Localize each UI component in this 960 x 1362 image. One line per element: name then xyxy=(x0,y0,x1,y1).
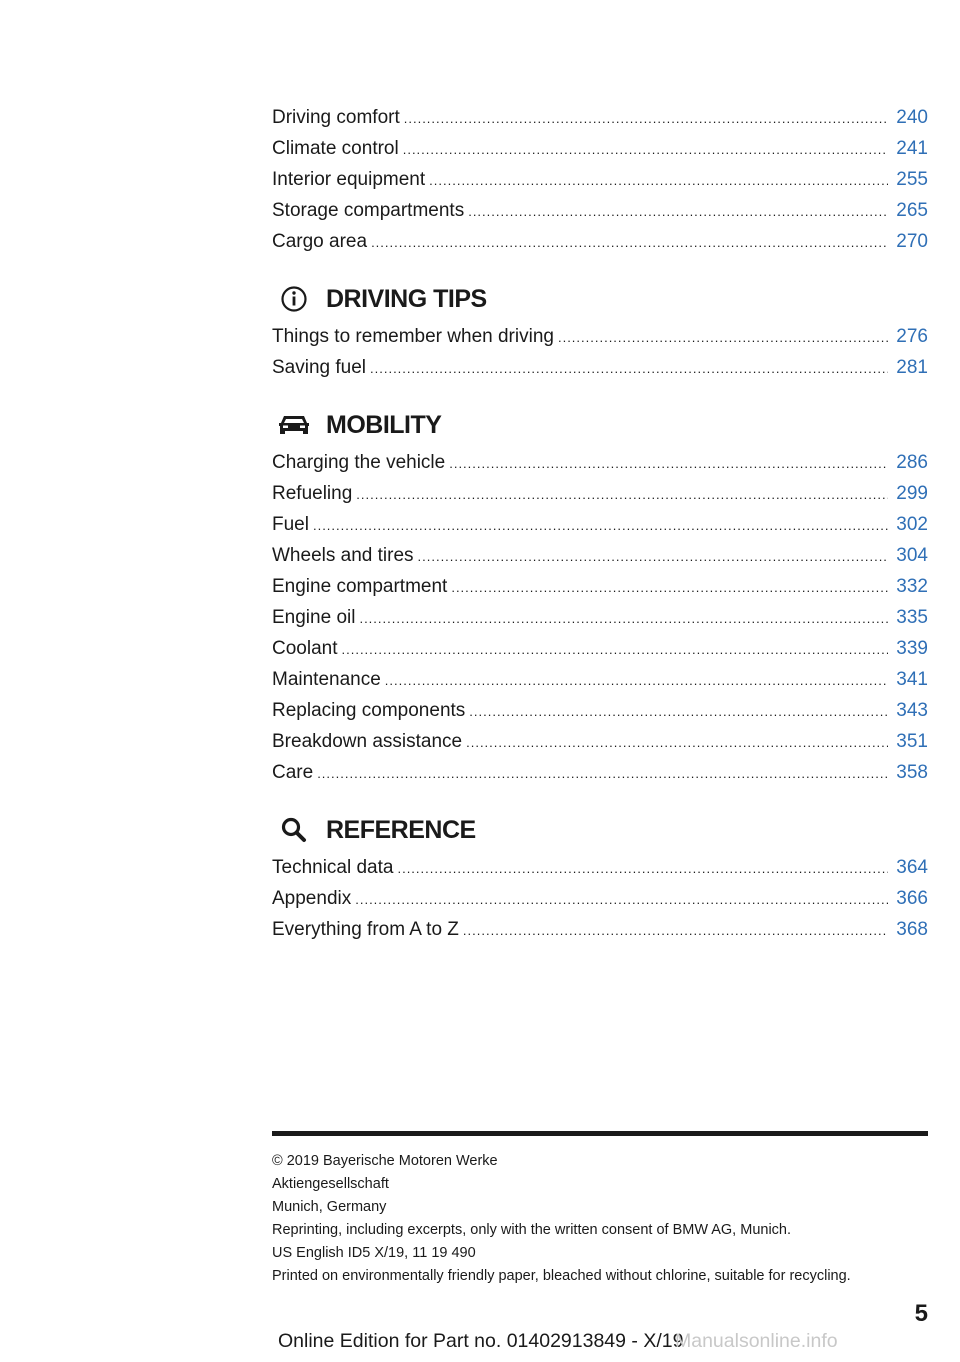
toc-entry-label: Charging the vehicle xyxy=(272,452,446,473)
toc-entry[interactable] xyxy=(272,914,928,945)
section-title: MOBILITY xyxy=(326,410,442,439)
toc-entry[interactable] xyxy=(272,226,928,257)
toc-leader-dots xyxy=(370,353,888,384)
toc-leader-dots xyxy=(342,634,889,665)
toc-leader-dots xyxy=(356,479,888,510)
toc-page-link[interactable]: 276 xyxy=(896,326,928,347)
toc-entry-label: Interior equipment xyxy=(272,169,426,190)
toc-page-link[interactable]: 341 xyxy=(896,669,928,690)
toc-entry[interactable] xyxy=(272,447,928,478)
toc-entry[interactable] xyxy=(272,602,928,633)
toc-page-link[interactable]: 255 xyxy=(896,169,928,190)
toc-leader-dots xyxy=(313,510,888,541)
toc-entry[interactable] xyxy=(272,352,928,383)
toc-page-link[interactable]: 368 xyxy=(896,919,928,940)
toc-entry-label: Things to remember when driving xyxy=(272,326,554,347)
toc-page-link[interactable]: 351 xyxy=(896,731,928,752)
toc-leader-dots xyxy=(397,853,888,884)
toc-entry[interactable] xyxy=(272,757,928,788)
toc-leader-dots xyxy=(449,448,888,479)
toc-leader-dots xyxy=(404,103,889,134)
toc-page-link[interactable]: 299 xyxy=(896,483,928,504)
toc-leader-dots xyxy=(451,572,888,603)
toc-entry-label: Fuel xyxy=(272,514,309,535)
toc-entry-label: Saving fuel xyxy=(272,357,367,378)
toc-entry[interactable] xyxy=(272,195,928,226)
toc-entry-label: Coolant xyxy=(272,638,338,659)
toc-entry[interactable] xyxy=(272,164,928,195)
toc-page-link[interactable]: 366 xyxy=(896,888,928,909)
toc-entry-label: Technical data xyxy=(272,857,394,878)
toc-entry-label: Driving comfort xyxy=(272,107,400,128)
toc-page-link[interactable]: 270 xyxy=(896,231,928,252)
toc-leader-dots xyxy=(359,603,888,634)
info-icon xyxy=(274,283,314,315)
toc-page-link[interactable]: 304 xyxy=(896,545,928,566)
section-title: REFERENCE xyxy=(326,815,476,844)
toc-leader-dots xyxy=(469,696,888,727)
table-of-contents xyxy=(272,102,928,945)
paper-notice: Printed on environmentally friendly paper, bleached without chlorine, suitable for recycling. xyxy=(272,1268,851,1284)
toc-entry-label: Refueling xyxy=(272,483,353,504)
toc-page-link[interactable]: 281 xyxy=(896,357,928,378)
toc-leader-dots xyxy=(385,665,889,696)
toc-page-link[interactable]: 343 xyxy=(896,700,928,721)
toc-page-link[interactable]: 240 xyxy=(896,107,928,128)
section-heading-driving-tips xyxy=(272,279,928,319)
toc-entry-label: Wheels and tires xyxy=(272,545,414,566)
toc-page-link[interactable]: 335 xyxy=(896,607,928,628)
toc-entry-label: Replacing components xyxy=(272,700,466,721)
toc-entry-label: Engine compartment xyxy=(272,576,448,597)
toc-entry[interactable] xyxy=(272,133,928,164)
toc-page-link[interactable]: 358 xyxy=(896,762,928,783)
toc-leader-dots xyxy=(429,165,888,196)
section-heading-reference xyxy=(272,810,928,850)
toc-leader-dots xyxy=(418,541,889,572)
toc-leader-dots xyxy=(371,227,888,258)
watermark-text: Manualsonline.info xyxy=(675,1330,838,1352)
toc-entry-label: Engine oil xyxy=(272,607,356,628)
toc-entry-label: Cargo area xyxy=(272,231,368,252)
copyright-line: © 2019 Bayerische Motoren Werke xyxy=(272,1153,498,1169)
toc-entry[interactable] xyxy=(272,664,928,695)
toc-leader-dots xyxy=(558,322,888,353)
toc-entry-label: Appendix xyxy=(272,888,352,909)
page-number: 5 xyxy=(914,1300,928,1327)
edition-id: US English ID5 X/19, 11 19 490 xyxy=(272,1245,476,1261)
toc-entry[interactable] xyxy=(272,478,928,509)
toc-entry[interactable] xyxy=(272,695,928,726)
toc-page-link[interactable]: 302 xyxy=(896,514,928,535)
location-line: Munich, Germany xyxy=(272,1199,387,1215)
toc-page-link[interactable]: 241 xyxy=(896,138,928,159)
toc-leader-dots xyxy=(468,196,888,227)
toc-page-link[interactable]: 286 xyxy=(896,452,928,473)
footer-edition-text: Online Edition for Part no. 01402913849 - X/19 xyxy=(278,1330,684,1352)
reprint-notice: Reprinting, including excerpts, only with the written consent of BMW AG, Munich. xyxy=(272,1222,792,1238)
search-icon xyxy=(274,814,314,846)
car-icon xyxy=(274,409,314,441)
toc-entry-label: Maintenance xyxy=(272,669,381,690)
toc-entry[interactable] xyxy=(272,509,928,540)
toc-entry[interactable] xyxy=(272,883,928,914)
section-title: DRIVING TIPS xyxy=(326,284,487,313)
toc-entry[interactable] xyxy=(272,540,928,571)
divider-rule xyxy=(272,1131,928,1136)
toc-entry-label: Care xyxy=(272,762,314,783)
toc-leader-dots xyxy=(317,758,888,789)
toc-leader-dots xyxy=(403,134,889,165)
toc-leader-dots xyxy=(355,884,888,915)
toc-leader-dots xyxy=(466,727,888,758)
toc-entry-label: Breakdown assistance xyxy=(272,731,463,752)
toc-entry-label: Storage compartments xyxy=(272,200,465,221)
section-heading-mobility xyxy=(272,405,928,445)
toc-entry-label: Climate control xyxy=(272,138,399,159)
legal-notice xyxy=(272,1150,952,1288)
toc-entry[interactable] xyxy=(272,726,928,757)
toc-top-list xyxy=(272,102,928,257)
toc-entry[interactable] xyxy=(272,102,928,133)
toc-entry-label: Everything from A to Z xyxy=(272,919,459,940)
toc-entry[interactable] xyxy=(272,633,928,664)
toc-page-link[interactable]: 265 xyxy=(896,200,928,221)
toc-leader-dots xyxy=(463,915,888,946)
toc-entry[interactable] xyxy=(272,852,928,883)
toc-entry[interactable] xyxy=(272,571,928,602)
toc-page-link[interactable]: 339 xyxy=(896,638,928,659)
toc-page-link[interactable]: 332 xyxy=(896,576,928,597)
toc-page-link[interactable]: 364 xyxy=(896,857,928,878)
company-line: Aktiengesellschaft xyxy=(272,1176,389,1192)
toc-entry[interactable] xyxy=(272,321,928,352)
